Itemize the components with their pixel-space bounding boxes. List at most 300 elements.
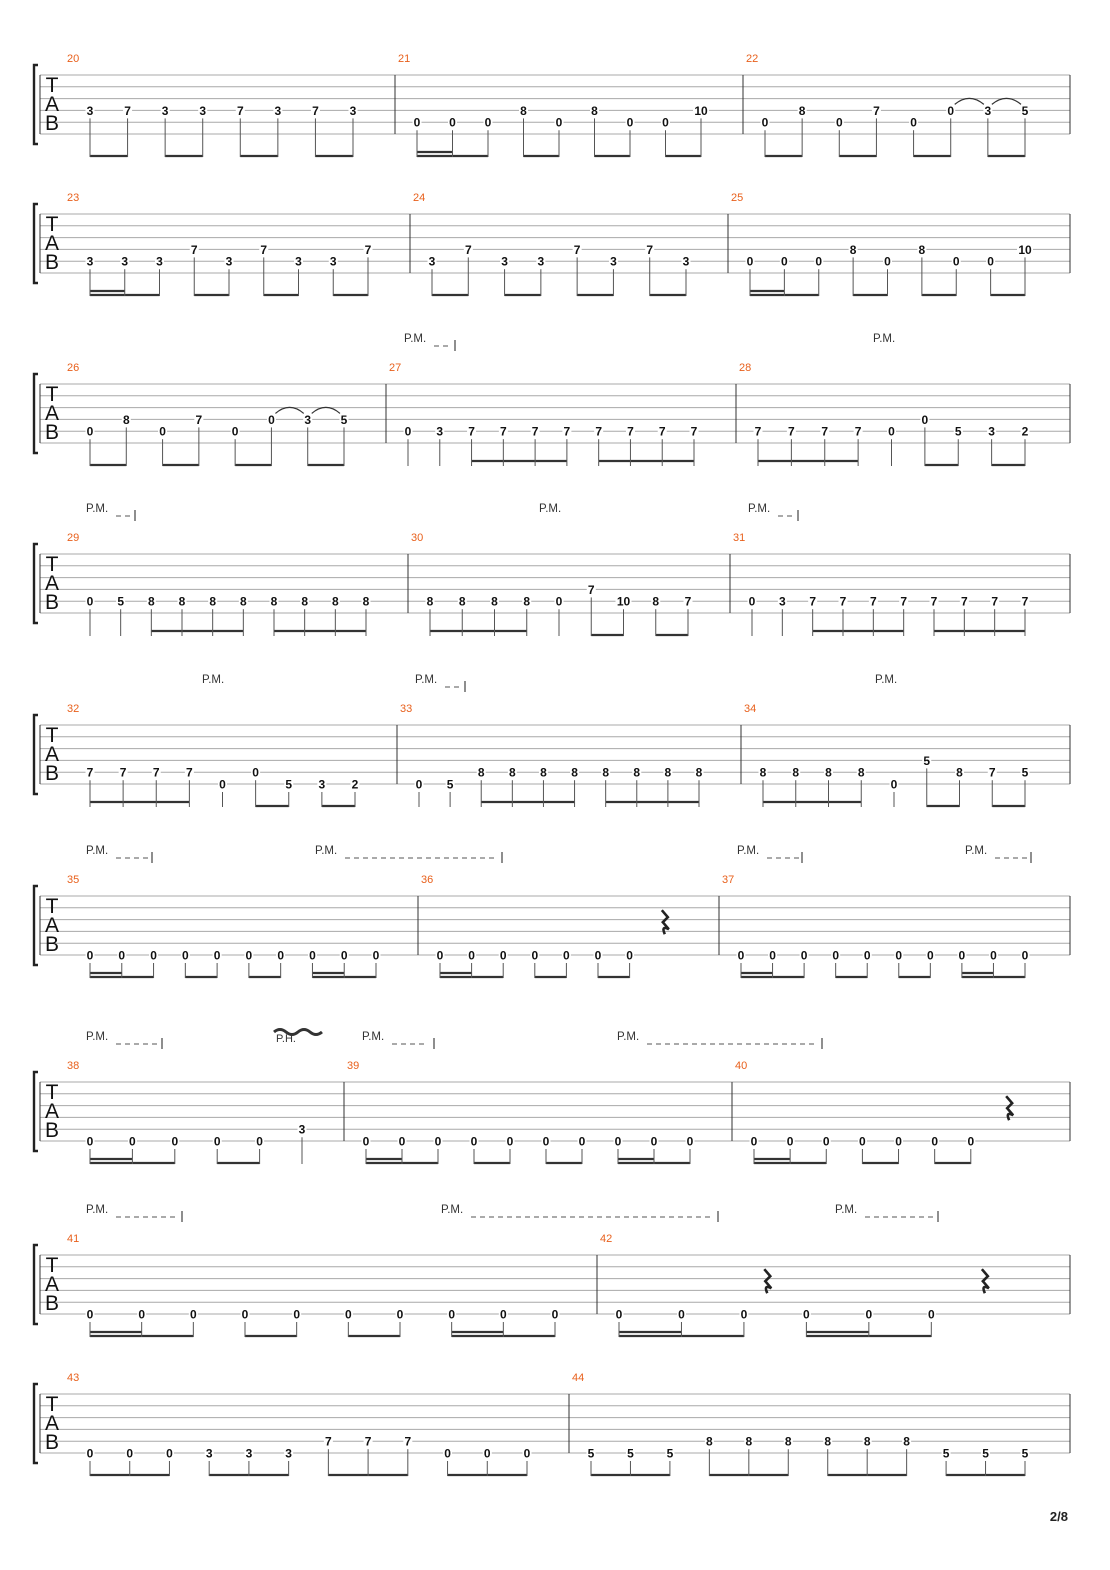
fret-number: 8 [664, 765, 672, 780]
measure-number: 37 [722, 874, 735, 886]
fret-number: 0 [748, 594, 756, 609]
palm-mute-label: P.M. [86, 503, 109, 515]
measure [67, 53, 358, 157]
tab-clef-letter: B [44, 251, 60, 274]
measure-number: 33 [400, 703, 413, 715]
measure-number: 28 [739, 362, 752, 374]
fret-number: 7 [190, 242, 198, 257]
tab-clef-letter: T [45, 74, 59, 97]
fret-number: 8 [458, 594, 466, 609]
fret-number: 0 [958, 948, 966, 963]
fret-number: 8 [759, 765, 767, 780]
fret-number: 0 [484, 115, 492, 130]
fret-number: 0 [86, 594, 94, 609]
measure-number: 39 [347, 1060, 360, 1072]
fret-number: 7 [627, 424, 634, 439]
fret-number: 8 [239, 594, 247, 609]
tab-system [34, 845, 1070, 978]
fret-number: 0 [990, 948, 997, 963]
fret-number: 0 [434, 1134, 442, 1149]
fret-number: 7 [195, 412, 203, 427]
measure-number: 30 [411, 532, 424, 544]
fret-number: 3 [86, 254, 94, 269]
measure-number: 34 [744, 703, 757, 715]
fret-number: 3 [161, 103, 169, 118]
fret-number: 0 [468, 948, 475, 963]
fret-number: 8 [798, 103, 806, 118]
tab-clef-letter: B [44, 1431, 60, 1454]
fret-number: 0 [86, 1134, 94, 1149]
fret-number: 0 [740, 1307, 748, 1322]
fret-number: 5 [954, 424, 962, 439]
fret-number: 8 [426, 594, 434, 609]
fret-number: 7 [988, 765, 996, 780]
measure-number: 20 [67, 53, 80, 65]
fret-number: 0 [927, 1307, 935, 1322]
palm-mute-label: P.M. [404, 333, 427, 345]
fret-number: 3 [436, 424, 444, 439]
measure [744, 703, 1030, 807]
fret-number: 0 [551, 1307, 559, 1322]
fret-number: 2 [1021, 424, 1029, 439]
tie-arc [955, 98, 984, 104]
fret-number: 8 [745, 1434, 753, 1449]
tab-clef-letter: T [45, 383, 59, 406]
fret-number: 8 [270, 594, 278, 609]
fret-number: 2 [351, 777, 359, 792]
fret-number: 7 [573, 242, 581, 257]
fret-number: 5 [587, 1446, 595, 1461]
fret-number: 3 [304, 412, 312, 427]
fret-number: 5 [1021, 103, 1029, 118]
fret-number: 7 [960, 594, 968, 609]
fret-number: 0 [340, 948, 348, 963]
measure [413, 192, 691, 296]
fret-number: 0 [926, 948, 934, 963]
fret-number: 5 [1021, 1446, 1029, 1461]
fret-number: 0 [910, 115, 917, 130]
fret-number: 0 [499, 1307, 507, 1322]
measure [572, 1372, 1030, 1476]
fret-number: 8 [362, 594, 370, 609]
fret-number: 0 [626, 115, 634, 130]
fret-number: 3 [285, 1446, 292, 1461]
tab-clef-letter: B [44, 933, 60, 956]
fret-number: 3 [984, 103, 992, 118]
fret-number: 0 [686, 1134, 694, 1149]
palm-mute-label: P.M. [86, 1204, 109, 1216]
fret-number: 7 [587, 582, 595, 597]
fret-number: 8 [857, 765, 865, 780]
fret-number: 0 [404, 424, 412, 439]
fret-number: 0 [293, 1307, 301, 1322]
fret-number: 8 [824, 1434, 832, 1449]
fret-number: 7 [821, 424, 829, 439]
fret-number: 0 [413, 115, 421, 130]
tab-clef-letter: B [44, 421, 60, 444]
measure-number: 26 [67, 362, 80, 374]
tab-system [34, 1372, 1070, 1476]
tab-clef-letter: A [44, 402, 60, 425]
measure [67, 192, 373, 296]
fret-number: 0 [166, 1446, 173, 1461]
palm-mute-label: P.M. [86, 1031, 109, 1043]
fret-number: 0 [626, 948, 633, 963]
quarter-rest-icon [764, 1269, 771, 1293]
palm-mute-label: P.M. [965, 845, 988, 857]
fret-number: 8 [792, 765, 800, 780]
fret-number: 7 [364, 1434, 372, 1449]
measure [746, 53, 1030, 157]
quarter-rest-icon [1006, 1096, 1013, 1120]
fret-number: 0 [531, 948, 539, 963]
fret-number: 3 [205, 1446, 213, 1461]
fret-number: 8 [331, 594, 339, 609]
fret-number: 10 [1018, 242, 1032, 257]
fret-number: 0 [506, 1134, 514, 1149]
fret-number: 5 [117, 594, 125, 609]
measure-number: 32 [67, 703, 80, 715]
fret-number: 3 [318, 777, 326, 792]
fret-number: 3 [610, 254, 617, 269]
palm-mute-label: P.M. [441, 1204, 464, 1216]
fret-number: 5 [285, 777, 293, 792]
fret-number: 3 [501, 254, 508, 269]
quarter-rest-icon [662, 910, 669, 934]
tab-clef-letter: B [44, 1119, 60, 1142]
fret-number: 0 [750, 1134, 758, 1149]
tab-clef-letter: A [44, 93, 60, 116]
fret-number: 0 [252, 765, 259, 780]
measure-number: 41 [67, 1233, 80, 1245]
fret-number: 10 [694, 103, 708, 118]
tab-clef-letter: B [44, 1292, 60, 1315]
tab-system [34, 192, 1070, 296]
fret-number: 0 [888, 424, 895, 439]
fret-number: 8 [918, 242, 926, 257]
fret-number: 0 [1021, 948, 1029, 963]
tab-clef-letter: A [44, 232, 60, 255]
fret-number: 0 [171, 1134, 179, 1149]
fret-number: 8 [477, 765, 485, 780]
fret-number: 0 [213, 1134, 221, 1149]
fret-number: 8 [209, 594, 217, 609]
fret-number: 7 [531, 424, 539, 439]
fret-number: 0 [555, 594, 563, 609]
fret-number: 7 [236, 103, 244, 118]
fret-number: 7 [499, 424, 507, 439]
system-bracket [34, 65, 38, 144]
fret-number: 3 [245, 1446, 253, 1461]
fret-number: 0 [523, 1446, 531, 1461]
fret-number: 7 [658, 424, 666, 439]
fret-number: 0 [931, 1134, 939, 1149]
fret-number: 5 [1021, 765, 1029, 780]
fret-number: 8 [695, 765, 703, 780]
tab-clef-letter: A [44, 1100, 60, 1123]
fret-number: 0 [884, 254, 891, 269]
fret-number: 0 [444, 1446, 451, 1461]
measure [67, 1372, 532, 1476]
fret-number: 0 [594, 948, 602, 963]
fret-number: 8 [147, 594, 155, 609]
fret-number: 7 [754, 424, 762, 439]
fret-number: 0 [86, 948, 94, 963]
fret-number: 5 [446, 777, 454, 792]
fret-number: 7 [312, 103, 319, 118]
measure-number: 35 [67, 874, 80, 886]
measure [398, 53, 709, 157]
fret-number: 8 [652, 594, 660, 609]
fret-number: 0 [890, 777, 898, 792]
measure [421, 874, 669, 978]
tie-arc [275, 407, 303, 413]
palm-mute-label: P.M. [362, 1031, 385, 1043]
fret-number: 0 [650, 1134, 658, 1149]
palm-mute-label: P.M. [202, 674, 225, 686]
tab-clef-letter: A [44, 743, 60, 766]
fret-number: 5 [982, 1446, 989, 1461]
fret-number: 0 [865, 1307, 873, 1322]
measure [67, 1060, 307, 1164]
palm-mute-label: P.M. [617, 1031, 640, 1043]
palm-mute-label: P.M. [315, 845, 338, 857]
fret-number: 0 [769, 948, 776, 963]
page-number: 2/8 [1049, 1509, 1068, 1524]
fret-number: 8 [301, 594, 309, 609]
fret-number: 8 [178, 594, 186, 609]
fret-number: 7 [690, 424, 698, 439]
tab-clef-letter: A [44, 1273, 60, 1296]
fret-number: 0 [309, 948, 316, 963]
fret-number: 5 [666, 1446, 674, 1461]
fret-number: 0 [615, 1307, 623, 1322]
tab-clef-letter: T [45, 213, 59, 236]
fret-number: 8 [571, 765, 578, 780]
fret-number: 8 [706, 1434, 713, 1449]
fret-number: 7 [869, 594, 877, 609]
fret-number: 0 [987, 254, 994, 269]
tab-system [34, 674, 1070, 807]
tab-clef-letter: A [44, 1412, 60, 1435]
fret-number: 0 [895, 1134, 902, 1149]
fret-number: 0 [863, 948, 871, 963]
fret-number: 5 [923, 753, 931, 768]
system-bracket [34, 886, 38, 965]
fret-number: 0 [662, 115, 669, 130]
measure [67, 703, 360, 807]
fret-number: 3 [988, 424, 995, 439]
measure-number: 43 [67, 1372, 80, 1384]
fret-number: 0 [86, 424, 94, 439]
fret-number: 3 [778, 594, 786, 609]
fret-number: 7 [854, 424, 862, 439]
fret-number: 7 [873, 103, 880, 118]
fret-number: 0 [803, 1307, 810, 1322]
fret-number: 0 [947, 103, 955, 118]
fret-number: 0 [126, 1446, 134, 1461]
fret-number: 0 [415, 777, 423, 792]
fret-number: 10 [616, 594, 631, 609]
palm-mute-label: P.M. [875, 674, 898, 686]
fret-number: 7 [260, 242, 268, 257]
fret-number: 0 [436, 948, 444, 963]
fret-number: 0 [895, 948, 903, 963]
measure [731, 192, 1033, 296]
fret-number: 7 [86, 765, 94, 780]
measure [389, 362, 699, 466]
tie-arc [992, 98, 1021, 104]
palm-mute-label: P.M. [86, 845, 109, 857]
tab-clef-letter: T [45, 553, 59, 576]
fret-number: 0 [213, 948, 221, 963]
fret-number: 0 [563, 948, 570, 963]
fret-number: 3 [295, 254, 302, 269]
fret-number: 0 [967, 1134, 975, 1149]
fret-number: 0 [614, 1134, 622, 1149]
measure [739, 362, 1030, 466]
fret-number: 3 [682, 254, 690, 269]
tab-clef-letter: A [44, 914, 60, 937]
tab-clef-letter: T [45, 895, 59, 918]
fret-number: 0 [150, 948, 157, 963]
measure [722, 874, 1030, 978]
fret-number: 0 [181, 948, 189, 963]
fret-number: 7 [646, 242, 654, 257]
fret-number: 0 [86, 1446, 94, 1461]
fret-number: 8 [956, 765, 963, 780]
fret-number: 3 [274, 103, 282, 118]
system-bracket [34, 544, 38, 623]
fret-number: 0 [781, 254, 788, 269]
fret-number: 7 [325, 1434, 332, 1449]
fret-number: 0 [786, 1134, 794, 1149]
fret-number: 0 [678, 1307, 685, 1322]
fret-number: 7 [119, 765, 127, 780]
fret-number: 8 [491, 594, 498, 609]
fret-number: 5 [627, 1446, 634, 1461]
fret-number: 7 [563, 424, 571, 439]
fret-number: 3 [86, 103, 94, 118]
fret-number: 7 [468, 424, 475, 439]
fret-number: 0 [372, 948, 380, 963]
fret-number: 7 [152, 765, 160, 780]
fret-number: 0 [483, 1446, 491, 1461]
fret-number: 0 [470, 1134, 478, 1149]
fret-number: 7 [464, 242, 472, 257]
tie-arc [312, 407, 340, 413]
fret-number: 7 [788, 424, 795, 439]
fret-number: 0 [118, 948, 126, 963]
measure [600, 1233, 989, 1337]
fret-number: 8 [540, 765, 547, 780]
fret-number: 0 [398, 1134, 406, 1149]
fret-number: 7 [364, 242, 372, 257]
fret-number: 7 [991, 594, 999, 609]
fret-number: 7 [595, 424, 603, 439]
fret-number: 0 [159, 424, 166, 439]
system-bracket [34, 204, 38, 283]
fret-number: 0 [822, 1134, 830, 1149]
fret-number: 7 [124, 103, 131, 118]
fret-number: 8 [903, 1434, 910, 1449]
fret-number: 5 [340, 412, 348, 427]
tab-system [34, 1204, 1070, 1337]
fret-number: 3 [329, 254, 337, 269]
fret-number: 0 [449, 115, 456, 130]
system-bracket [34, 1245, 38, 1324]
measure [67, 362, 349, 466]
fret-number: 0 [189, 1307, 197, 1322]
fret-number: 7 [900, 594, 908, 609]
fret-number: 0 [219, 777, 226, 792]
palm-mute-label: P.M. [835, 1204, 858, 1216]
fret-number: 8 [122, 412, 130, 427]
tab-system [34, 53, 1070, 157]
fret-number: 8 [602, 765, 610, 780]
measure [67, 874, 381, 978]
fret-number: 0 [256, 1134, 263, 1149]
fret-number: 8 [633, 765, 641, 780]
tab-clef-letter: T [45, 724, 59, 747]
tab-clef-letter: B [44, 112, 60, 135]
fret-number: 0 [578, 1134, 586, 1149]
fret-number: 3 [199, 103, 207, 118]
fret-number: 0 [231, 424, 239, 439]
measure-number: 42 [600, 1233, 613, 1245]
measure [411, 532, 693, 636]
fret-number: 0 [129, 1134, 136, 1149]
fret-number: 8 [523, 594, 531, 609]
fret-number: 0 [277, 948, 285, 963]
fret-number: 8 [863, 1434, 871, 1449]
fret-number: 0 [761, 115, 769, 130]
fret-number: 3 [298, 1122, 306, 1137]
fret-number: 0 [396, 1307, 404, 1322]
tab-clef-letter: T [45, 1393, 59, 1416]
fret-number: 3 [349, 103, 357, 118]
quarter-rest-icon [982, 1269, 989, 1293]
fret-number: 8 [508, 765, 516, 780]
measure-number: 31 [733, 532, 746, 544]
fret-number: 3 [225, 254, 233, 269]
tab-clef-letter: T [45, 1254, 59, 1277]
measure-number: 24 [413, 192, 426, 204]
palm-mute-label: P.M. [415, 674, 438, 686]
fret-number: 0 [832, 948, 840, 963]
tab-system [34, 503, 1070, 636]
fret-number: 8 [825, 765, 832, 780]
fret-number: 0 [921, 412, 929, 427]
fret-number: 7 [839, 594, 847, 609]
fret-number: 0 [952, 254, 960, 269]
fret-number: 8 [591, 103, 598, 118]
measure-number: 38 [67, 1060, 80, 1072]
fret-number: 0 [362, 1134, 370, 1149]
fret-number: 0 [448, 1307, 456, 1322]
measure [735, 1060, 1013, 1164]
fret-number: 0 [800, 948, 808, 963]
measure-number: 27 [389, 362, 402, 374]
fret-number: 7 [930, 594, 938, 609]
system-bracket [34, 374, 38, 453]
measure [400, 703, 704, 807]
fret-number: 0 [268, 412, 275, 427]
fret-number: 7 [404, 1434, 412, 1449]
tab-system [34, 1030, 1070, 1165]
measure [67, 532, 371, 636]
palm-mute-label: P.M. [873, 333, 896, 345]
